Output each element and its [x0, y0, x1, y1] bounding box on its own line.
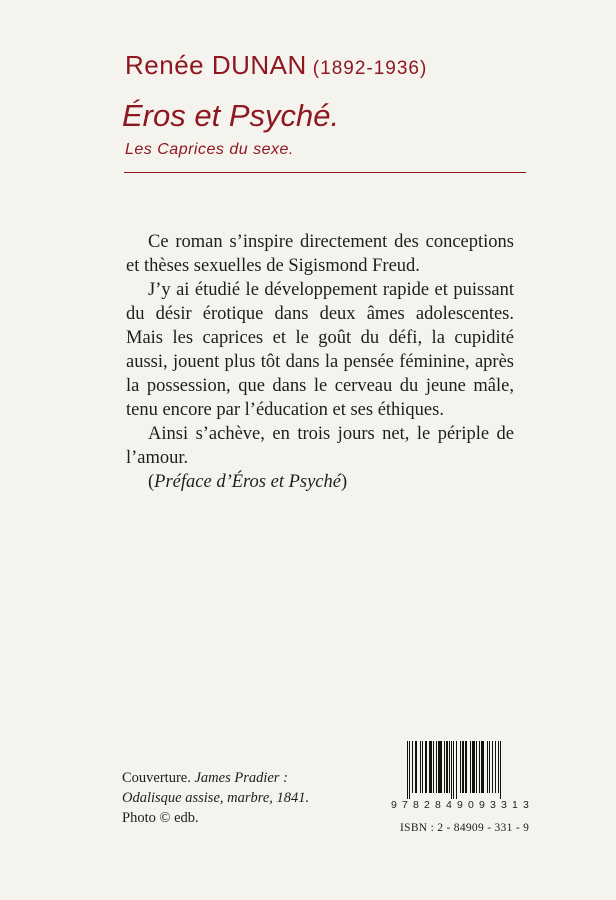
blurb-paragraph-2: J’y ai étudié le développement rapide et puissant du désir érotique dans deux âmes adolescentes. Mais les caprices et le goût du défi, la cupidité aussi, jouent plus tôt dans la pensée féminine, après la possession, que dans le cerveau du jeune mâle, tenu encore par l’éducation et ses éthiques.	[126, 280, 514, 420]
credits-cover-label: Couverture.	[122, 770, 195, 786]
barcode-bar	[446, 741, 448, 793]
barcode-digit: 3	[490, 799, 496, 811]
barcode-bar	[479, 741, 480, 793]
barcode-bar	[425, 741, 427, 793]
barcode-digit: 9	[457, 799, 463, 811]
author-line	[125, 50, 427, 81]
preface-open-paren: (	[148, 472, 155, 492]
barcode-digit: 1	[512, 799, 518, 811]
barcode-bar	[465, 741, 467, 793]
barcode-digit: 4	[446, 799, 452, 811]
barcode-bar	[436, 741, 437, 793]
barcode-bar	[409, 741, 410, 799]
barcode-bar	[407, 741, 408, 799]
barcode-digit: 0	[468, 799, 474, 811]
barcode-bar	[451, 741, 452, 799]
barcode-bar	[495, 741, 496, 793]
barcode-bar	[462, 741, 464, 793]
barcode-digit: 7	[402, 799, 408, 811]
barcode-bar	[472, 741, 475, 793]
barcode-block	[391, 741, 531, 811]
barcode-bars	[407, 741, 547, 799]
barcode-digits	[391, 799, 529, 811]
title-divider	[124, 172, 526, 173]
credits-line-3: Photo © edb.	[122, 810, 199, 826]
book-subtitle: Les Caprices du sexe.	[125, 141, 294, 158]
credits-artist: James Pradier :	[194, 770, 288, 786]
barcode-digit: 2	[424, 799, 430, 811]
barcode-bar	[487, 741, 488, 793]
barcode-digit: 3	[523, 799, 529, 811]
barcode-bar	[498, 741, 499, 793]
barcode-digit: 3	[501, 799, 507, 811]
credits-artwork: Odalisque assise, marbre, 1841.	[122, 790, 310, 806]
barcode-bar	[492, 741, 493, 793]
credits-line-1	[122, 768, 309, 788]
preface-attribution	[126, 470, 514, 494]
barcode-bar	[429, 741, 432, 793]
credits-line-2	[122, 788, 309, 808]
barcode-bar	[481, 741, 483, 793]
barcode-gap	[501, 741, 502, 742]
barcode-digit: 9	[479, 799, 485, 811]
barcode-bar	[433, 741, 434, 793]
barcode-bar	[415, 741, 417, 793]
barcode-bar	[449, 741, 450, 793]
barcode-digit: 8	[413, 799, 419, 811]
blurb-paragraph-1: Ce roman s’inspire directement des conceptions et thèses sexuelles de Sigismond Freud.	[126, 232, 514, 276]
preface-close-paren: )	[340, 472, 348, 492]
blurb-paragraph-3: Ainsi s’achève, en trois jours net, le périple de l’amour.	[126, 424, 514, 468]
barcode-bar	[456, 741, 457, 799]
preface-label: Préface d’Éros et Psyché	[154, 472, 341, 492]
barcode-bar	[438, 741, 441, 793]
barcode-digit: 9	[391, 799, 397, 811]
barcode-bar	[460, 741, 461, 793]
book-title: Éros et Psyché.	[122, 98, 340, 133]
barcode-bar	[500, 741, 501, 799]
barcode-bar	[444, 741, 445, 793]
barcode-bar	[453, 741, 454, 799]
barcode-bar	[489, 741, 490, 793]
isbn-number: ISBN : 2 - 84909 - 331 - 9	[400, 822, 530, 834]
author-name: Renée DUNAN	[125, 50, 307, 80]
barcode-digit: 8	[435, 799, 441, 811]
barcode-bar	[476, 741, 477, 793]
author-years: (1892-1936)	[312, 58, 428, 79]
barcode-bar	[420, 741, 421, 793]
cover-credits	[122, 768, 309, 828]
barcode-bar	[422, 741, 423, 793]
barcode-bar	[412, 741, 413, 793]
back-cover-blurb	[126, 230, 514, 494]
barcode-bar	[470, 741, 471, 793]
